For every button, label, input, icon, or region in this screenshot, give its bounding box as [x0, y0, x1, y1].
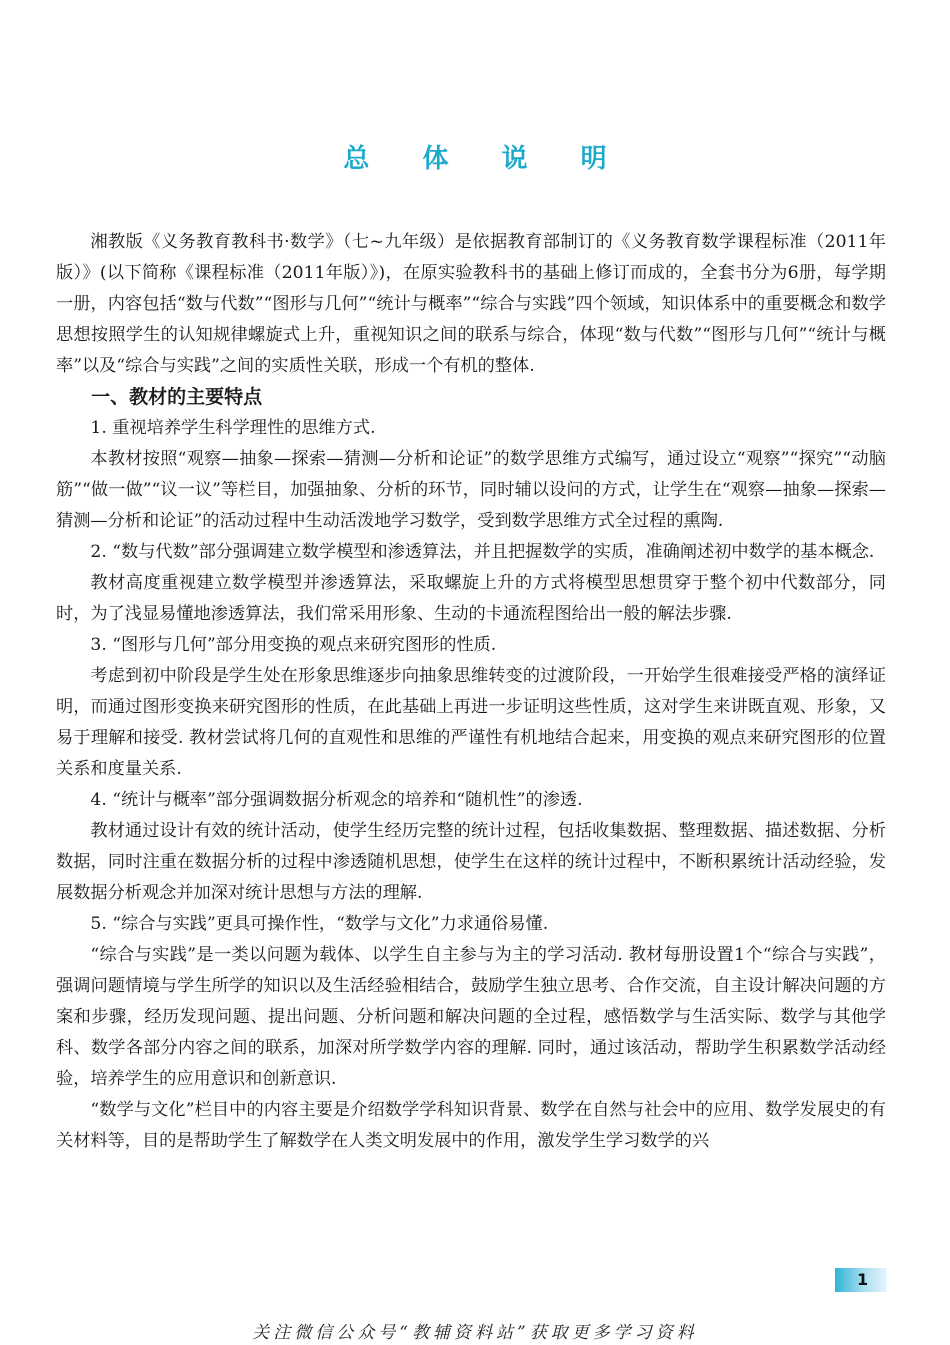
feature-2-heading: 2. “数与代数”部分强调建立数学模型和渗透算法，并且把握数学的实质，准确阐述初中数学的基本概念. [90, 542, 875, 562]
feature-3-heading: 3. “图形与几何”部分用变换的观点来研究图形的性质. [90, 635, 497, 655]
culture-paragraph: “数学与文化”栏目中的内容主要是介绍数学学科知识背景、数学在自然与社会中的应用、数学发展史的有关材料等，目的是帮助学生了解数学在人类文明发展中的作用，激发学生学习数学的兴 [56, 1100, 886, 1151]
intro-paragraph: 湘教版《义务教育教科书·数学》（七~九年级）是依据教育部制订的《义务教育数学课程标准（2011年版）》(以下简称《课程标准（2011年版）》)，在原实验教科书的基础上修订而成的，全套书分为6册，每学期一册，内容包括“数与代数”“图形与几何”“统计与概率”“综合与实践”四个领域，知识体系中的重要概念和数学思想按照学生的认知规律螺旋式上升，重视知识之间的联系与综合，体现“数与代数”“图形与几何”“统计与概率”以及“综合与实践”之间的实质性关联，形成一个有机的整体. [56, 232, 886, 376]
page-number-badge: 1 [835, 1268, 887, 1292]
feature-1-body: 本教材按照“观察—抽象—探索—猜测—分析和论证”的数学思维方式编写，通过设立“观察”“探究”“动脑筋”“做一做”“议一议”等栏目，加强抽象、分析的环节，同时辅以设问的方式，让学生在“观察—抽象—探索—猜测—分析和论证”的活动过程中生动活泼地学习数学，受到数学思维方式全过程的熏陶. [56, 449, 886, 531]
feature-2-body: 教材高度重视建立数学模型并渗透算法，采取螺旋上升的方式将模型思想贯穿于整个初中代数部分，同时，为了浅显易懂地渗透算法，我们常采用形象、生动的卡通流程图给出一般的解法步骤. [56, 573, 886, 624]
feature-3-body: 考虑到初中阶段是学生处在形象思维逐步向抽象思维转变的过渡阶段，一开始学生很难接受严格的演绎证明，而通过图形变换来研究图形的性质，在此基础上再进一步证明这些性质，这对学生来讲既直观、形象，又易于理解和接受. 教材尝试将几何的直观性和思维的严谨性有机地结合起来，用变换的观点来研究图形的位置关系和度量关系. [56, 666, 886, 779]
body-text [56, 227, 886, 1157]
feature-4-body: 教材通过设计有效的统计活动，使学生经历完整的统计过程，包括收集数据、整理数据、描述数据、分析数据，同时注重在数据分析的过程中渗透随机思想，使学生在这样的统计过程中，不断积累统计活动经验，发展数据分析观念并加深对统计思想与方法的理解. [56, 821, 886, 903]
feature-4-heading: 4. “统计与概率”部分强调数据分析观念的培养和“随机性”的渗透. [90, 790, 583, 810]
page-title: 总 体 说 明 [343, 144, 629, 174]
footer-note: 关注微信公众号“教辅资料站”获取更多学习资料 [252, 1323, 698, 1343]
feature-1-heading: 1. 重视培养学生科学理性的思维方式. [90, 418, 376, 438]
section-heading: 一、教材的主要特点 [91, 386, 263, 408]
feature-5-body: “综合与实践”是一类以问题为载体、以学生自主参与为主的学习活动. 教材每册设置1个“综合与实践”，强调问题情境与学生所学的知识以及生活经验相结合，鼓励学生独立思考、合作交流，自主设计解决问题的方案和步骤，经历发现问题、提出问题、分析问题和解决问题的全过程，感悟数学与生活实际、数学与其他学科、数学各部分内容之间的联系，加深对所学数学内容的理解. 同时，通过该活动，帮助学生积累数学活动经验，培养学生的应用意识和创新意识. [56, 945, 886, 1089]
feature-5-heading: 5. “综合与实践”更具可操作性，“数学与文化”力求通俗易懂. [90, 914, 549, 934]
